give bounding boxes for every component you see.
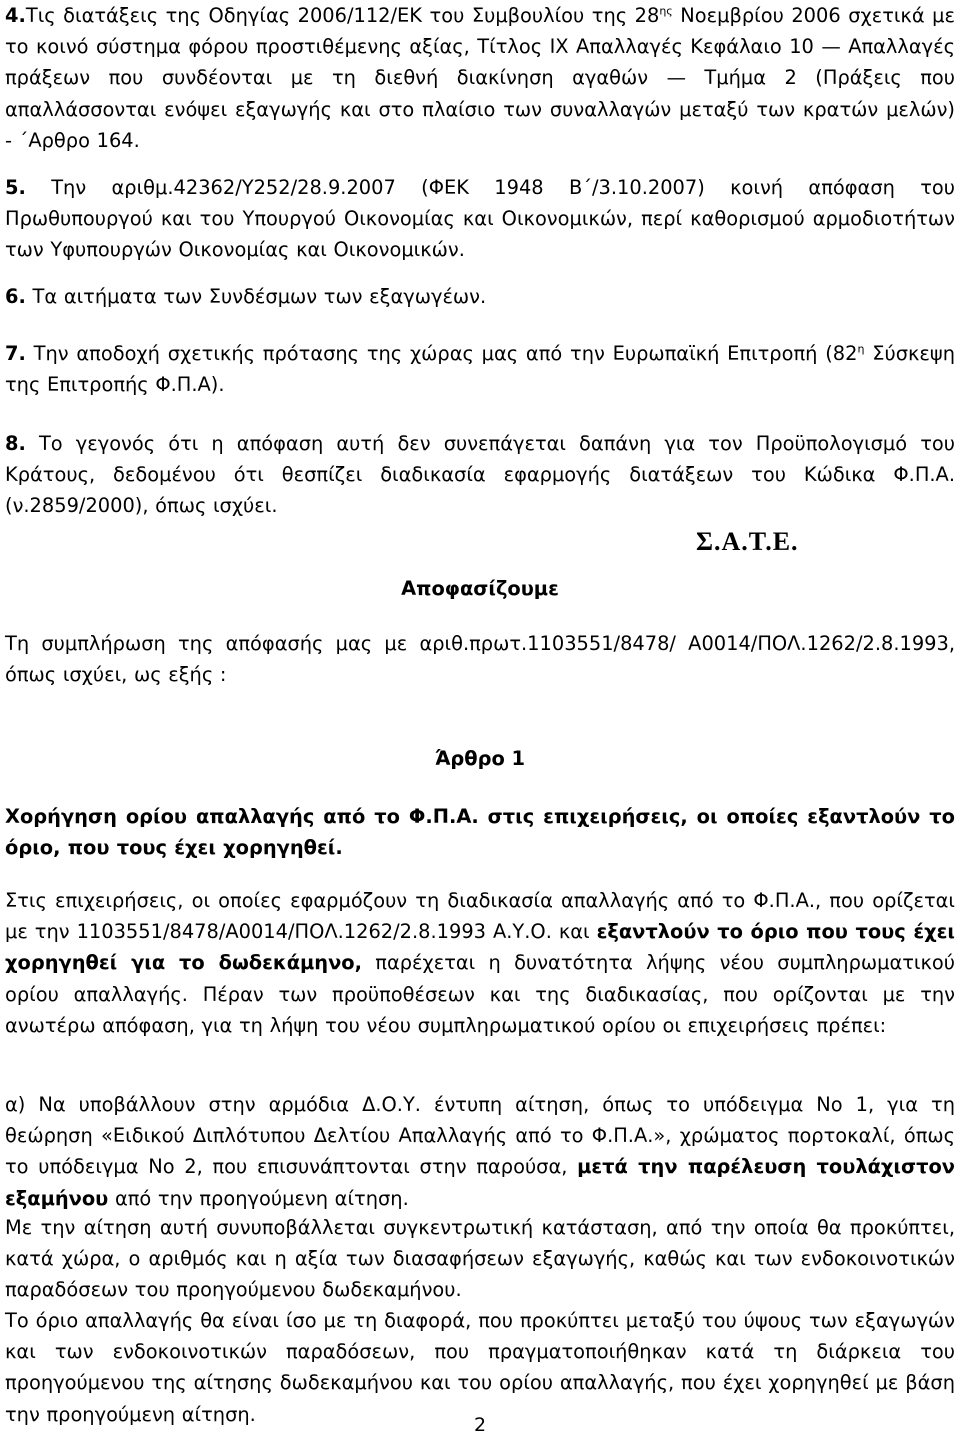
decide-heading: Αποφασίζουμε <box>401 577 559 600</box>
list-item-8 <box>5 428 955 522</box>
paragraph-bold-text: εξαντλούν το όριο που τους έχει χορηγηθεί για το δωδεκάμηνο, <box>5 920 955 975</box>
paragraph-1 <box>5 885 955 1041</box>
paragraph-text: α) Να υποβάλλουν στην αρμόδια Δ.Ο.Υ. έντυπη αίτηση, όπως το υπόδειγμα Νο 1, για τη θεώρηση «Ειδικού Διπλότυπου Δελτίου Απαλλαγής από το Φ.Π.Α.», χρώματος πορτοκαλί, όπως το υπόδειγμα Νο 2, που επισυνάπτονται στην παρούσα, <box>5 1093 955 1179</box>
item-number: 4. <box>5 4 26 27</box>
paragraph-4 <box>5 1305 955 1430</box>
paragraph-text: Με την αίτηση αυτή συνυποβάλλεται συγκεντρωτική κατάσταση, από την οποία θα προκύπτει, κατά χώρα, ο αριθμός και η αξία των διασαφήσεων εξαγωγής, καθώς και των ενδοκοινοτικών παραδόσεων του προηγούμενου δωδεκαμήνου. <box>5 1216 955 1302</box>
ordinal-suffix: ης <box>659 4 673 18</box>
item-text: Την αποδοχή σχετικής πρότασης της χώρας μας από την Ευρωπαϊκή Επιτροπή (82 <box>25 342 858 365</box>
item-number: 6. <box>5 285 26 308</box>
paragraph-bold-text: μετά την παρέλευση τουλάχιστον εξαμήνου <box>5 1155 955 1210</box>
item-number: 5. <box>5 176 26 199</box>
page-number: 2 <box>473 1414 487 1436</box>
item-text: Την αριθμ.42362/Υ252/28.9.2007 (ΦΕΚ 1948 Β΄/3.10.2007) κοινή απόφαση του Πρωθυπουργού και του Υπουργού Οικονομίας και Οικονομικών, περί καθορισμού αρμοδιοτήτων των Υφυπουργών Οικονομίας και Οικονομικών. <box>5 176 955 262</box>
article-heading: Άρθρο 1 <box>434 747 526 770</box>
seal-text: Σ.Α.Τ.Ε. <box>696 527 799 556</box>
list-item-7 <box>5 338 955 400</box>
list-item-4 <box>5 0 955 156</box>
paragraph-text: Στις επιχειρήσεις, οι οποίες εφαρμόζουν τη διαδικασία απαλλαγής από το Φ.Π.Α., που ορίζεται με την 1103551/8478/Α0014/ΠΟΛ.1262/2.8.1993 Α.Υ.Ο. και <box>5 889 955 944</box>
item-text-cont: Νοεμβρίου 2006 σχετικά με το κοινό σύστημα φόρου προστιθέμενης αξίας, Τίτλος ΙΧ Απαλλαγές Κεφάλαιο 10 — Απαλλαγές πράξεων που συνδέονται με τη διεθνή διακίνηση αγαθών — Τμήμα 2 (Πράξεις που απαλλάσσονται ενόψει εξαγωγής και στο πλαίσιο των συναλλαγών μεταξύ των κρατών μελών) - ΄Αρθρο 164. <box>5 4 955 152</box>
item-text: Το γεγονός ότι η απόφαση αυτή δεν συνεπάγεται δαπάνη για τον Προϋπολογισμό του Κράτους, δεδομένου ότι θεσπίζει διαδικασία εφαρμογής διατάξεων του Κώδικα Φ.Π.Α. (ν.2859/2000), όπως ισχύει. <box>5 432 955 518</box>
ordinal-suffix: η <box>857 342 865 356</box>
item-text: Τα αιτήματα των Συνδέσμων των εξαγωγέων. <box>25 285 487 308</box>
item-text: Τις διατάξεις της Οδηγίας 2006/112/ΕΚ του Συμβουλίου της 28 <box>25 4 660 27</box>
article-title-text: Χορήγηση ορίου απαλλαγής από το Φ.Π.Α. στις επιχειρήσεις, οι οποίες εξαντλούν το όριο, που τους έχει χορηγηθεί. <box>5 805 955 860</box>
completion-text: Τη συμπλήρωση της απόφασής μας με αριθ.πρωτ.1103551/8478/ Α0014/ΠΟΛ.1262/2.8.1993, όπως ισχύει, ως εξής : <box>5 632 955 687</box>
list-item-5 <box>5 172 955 266</box>
paragraph-2 <box>5 1089 955 1214</box>
article-title <box>5 801 955 863</box>
paragraph-text-cont: παρέχεται η δυνατότητα λήψης νέου συμπληρωματικού ορίου απαλλαγής. Πέραν των προϋποθέσεων και της διαδικασίας, που ορίζονται με την ανωτέρω απόφαση, για τη λήψη του νέου συμπληρωματικού ορίου οι επιχειρήσεις πρέπει: <box>5 951 955 1037</box>
paragraph-text-cont: από την προηγούμενη αίτηση. <box>108 1186 409 1210</box>
paragraph-text: Το όριο απαλλαγής θα είναι ίσο με τη διαφορά, που προκύπτει μεταξύ του ύψους των εξαγωγών και των ενδοκοινοτικών παραδόσεων, που πραγματοποιήθηκαν κατά τη διάρκεια του προηγούμενου της αίτησης δωδεκαμήνου και του ορίου απαλλαγής, που έχει χορηγηθεί με βάση την προηγούμενη αίτηση. <box>5 1309 955 1426</box>
item-text-cont: Σύσκεψη της Επιτροπής Φ.Π.Α). <box>5 342 955 397</box>
item-number: 7. <box>5 342 26 365</box>
item-number: 8. <box>5 432 26 455</box>
completion-paragraph <box>5 628 955 690</box>
list-item-6 <box>5 281 955 312</box>
paragraph-3 <box>5 1212 955 1306</box>
